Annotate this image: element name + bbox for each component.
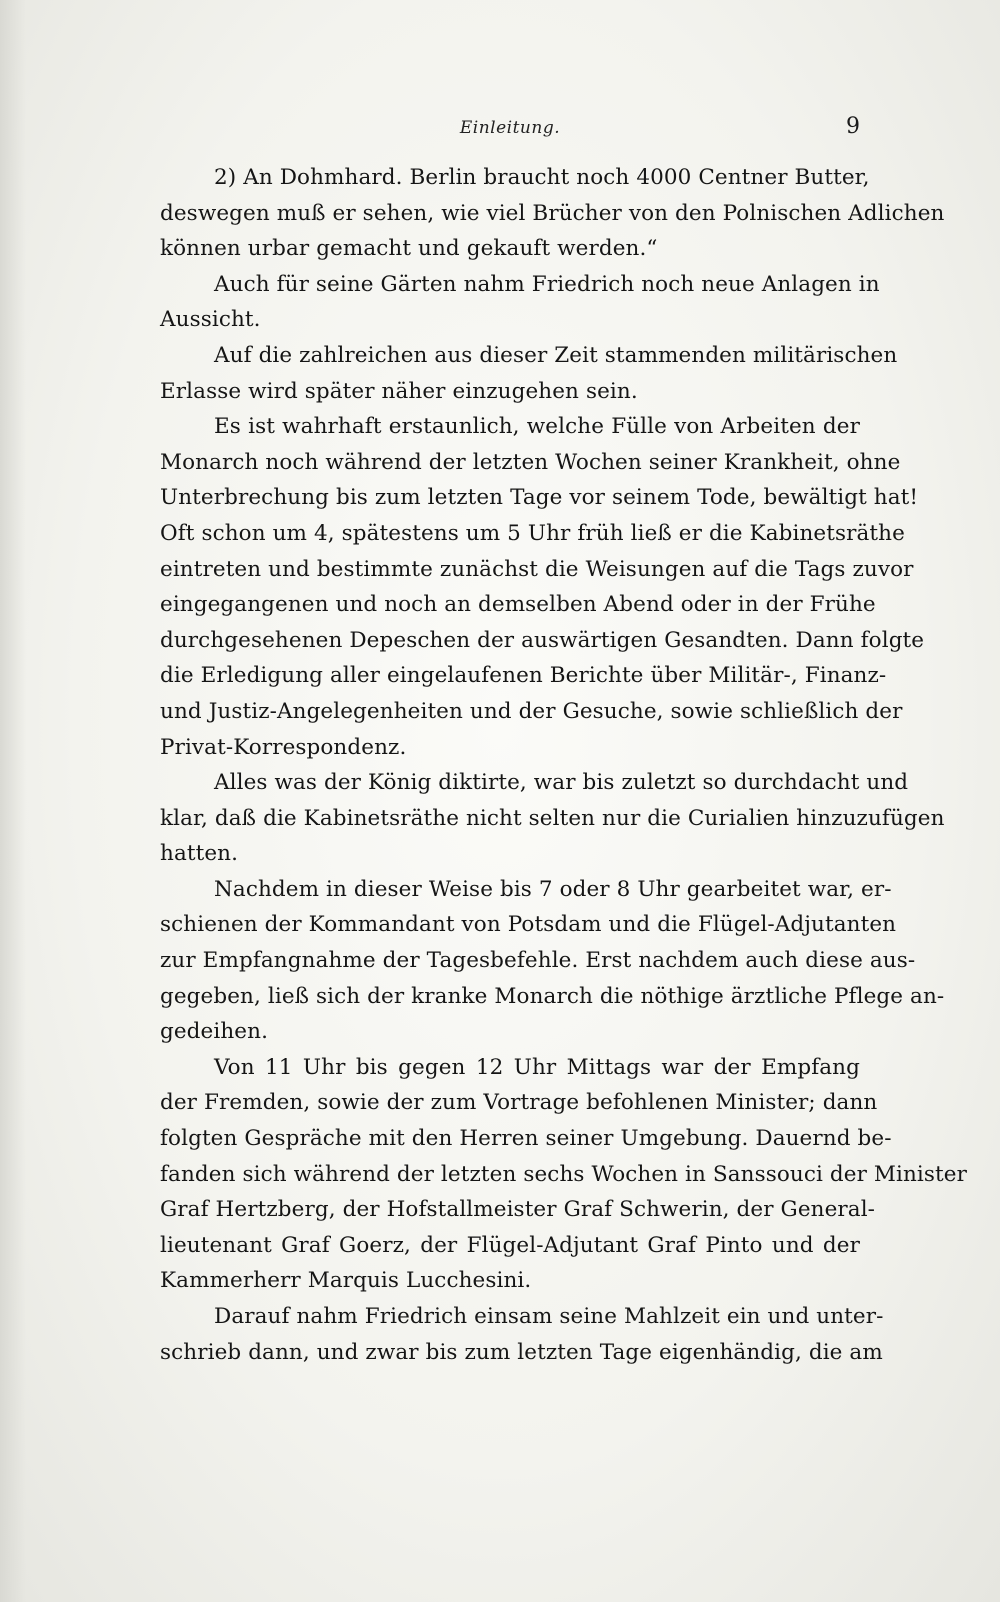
text-line: zur Empfangnahme der Tagesbefehle. Erst nachdem auch diese aus- — [160, 948, 916, 974]
text-line: Es ist wahrhaft erstaunlich, welche Fülle von Arbeiten der — [214, 414, 860, 440]
text-line: Privat-Korrespondenz. — [160, 734, 407, 760]
text-line: Nachdem in dieser Weise bis 7 oder 8 Uhr gearbeitet war, er- — [214, 876, 892, 902]
text-line: Von 11 Uhr bis gegen 12 Uhr Mittags war der Empfang — [214, 1054, 860, 1080]
text-line: folgten Gespräche mit den Herren seiner Umgebung. Dauernd be- — [160, 1126, 892, 1152]
body-text — [160, 160, 967, 1370]
text-line: schrieb dann, und zwar bis zum letzten Tage eigenhändig, die am — [160, 1339, 883, 1365]
text-line: fanden sich während der letzten sechs Wochen in Sanssouci der Minister — [160, 1161, 967, 1187]
page-header — [160, 114, 860, 148]
text-line: Kammerherr Marquis Lucchesini. — [160, 1268, 532, 1294]
text-line: schienen der Kommandant von Potsdam und die Flügel-Adjutanten — [160, 912, 897, 938]
text-line: eingegangenen und noch an demselben Abend oder in der Frühe — [160, 592, 876, 618]
text-line: können urbar gemacht und gekauft werden.“ — [160, 236, 658, 262]
text-line: Darauf nahm Friedrich einsam seine Mahlzeit ein und unter- — [214, 1304, 884, 1329]
text-line: Auch für seine Gärten nahm Friedrich noch neue Anlagen in — [214, 271, 880, 297]
text-line: Erlasse wird später näher einzugehen sein. — [160, 378, 638, 404]
text-line: und Justiz-Angelegenheiten und der Gesuche, sowie schließlich der — [160, 698, 903, 724]
text-line: Unterbrechung bis zum letzten Tage vor seinem Tode, bewältigt hat! — [160, 485, 919, 511]
running-head: Einleitung. — [459, 118, 561, 138]
text-line: lieutenant Graf Goerz, der Flügel-Adjutant Graf Pinto und der — [160, 1232, 860, 1258]
text-line: Graf Hertzberg, der Hofstallmeister Graf Schwerin, der General- — [160, 1197, 876, 1223]
page-number: 9 — [846, 114, 860, 139]
text-line: Alles was der König diktirte, war bis zuletzt so durchdacht und — [214, 770, 909, 796]
text-line: Oft schon um 4, spätestens um 5 Uhr früh ließ er die Kabinetsräthe — [160, 520, 905, 546]
text-line: hatten. — [160, 841, 239, 867]
text-line: eintreten und bestimmte zunächst die Weisungen auf die Tags zuvor — [160, 556, 914, 582]
text-line: Aussicht. — [160, 307, 261, 333]
text-line: 2) An Dohmhard. Berlin braucht noch 4000 Centner Butter, — [214, 165, 870, 190]
text-line: gegeben, ließ sich der kranke Monarch die nöthige ärztliche Pflege an- — [160, 983, 945, 1009]
text-line: die Erledigung aller eingelaufenen Berichte über Militär-, Finanz- — [160, 663, 887, 689]
text-line: durchgesehenen Depeschen der auswärtigen Gesandten. Dann folgte — [160, 627, 925, 653]
text-line: gedeihen. — [160, 1019, 269, 1045]
text-line: Auf die zahlreichen aus dieser Zeit stammenden militärischen — [214, 342, 898, 368]
text-line: klar, daß die Kabinetsräthe nicht selten nur die Curialien hinzuzufügen — [160, 805, 945, 831]
text-line: Monarch noch während der letzten Wochen seiner Krankheit, ohne — [160, 449, 901, 475]
text-line: der Fremden, sowie der zum Vortrage befohlenen Minister; dann — [160, 1090, 878, 1116]
text-line: deswegen muß er sehen, wie viel Brücher von den Polnischen Adlichen — [160, 200, 945, 226]
